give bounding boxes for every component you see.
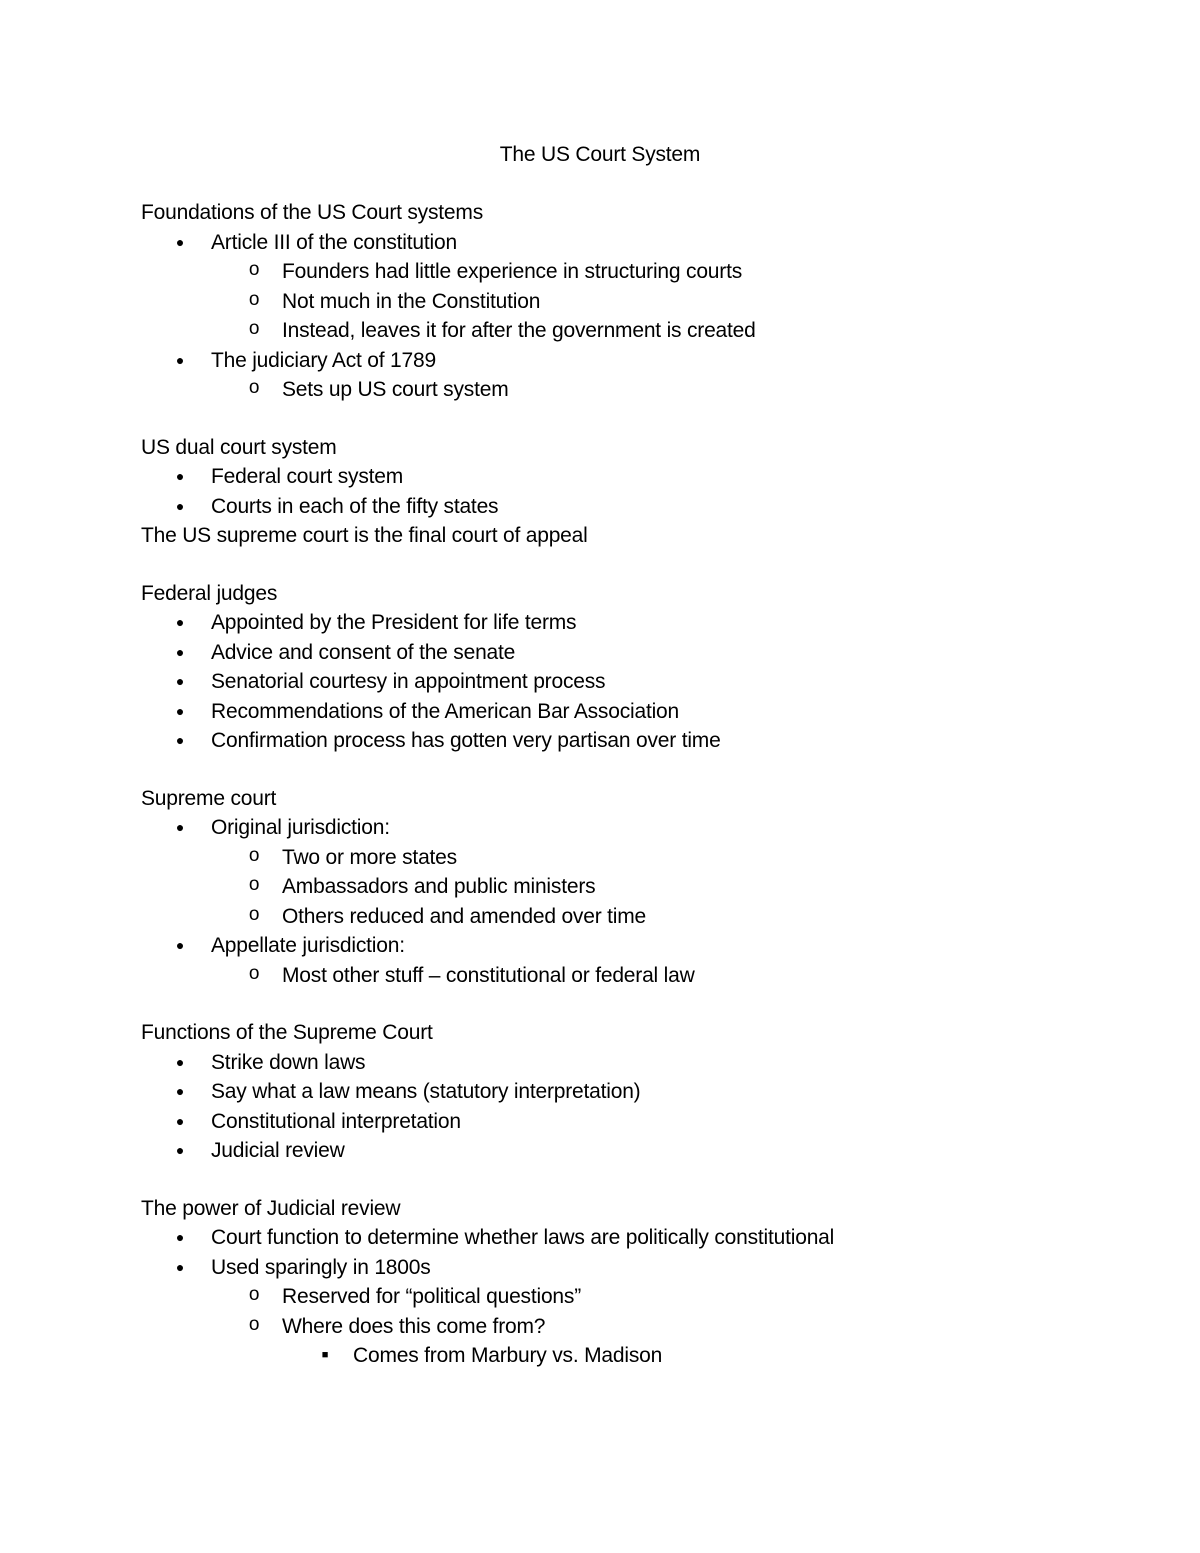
list-item-level-2 xyxy=(141,257,1081,287)
item-text: Senatorial courtesy in appointment process xyxy=(211,670,606,693)
list-item-level-2 xyxy=(141,961,1081,991)
list-item-level-1 xyxy=(141,726,1081,756)
item-text: Recommendations of the American Bar Association xyxy=(211,699,680,723)
item-text: Confirmation process has gotten very partisan over time xyxy=(211,729,721,752)
hollow-circle-bullet-icon: o xyxy=(248,318,260,339)
filled-circle-bullet-icon: ● xyxy=(175,1112,185,1129)
list-item-level-2 xyxy=(141,1312,1081,1342)
item-text: Advice and consent of the senate xyxy=(211,640,516,664)
filled-circle-bullet-icon: ● xyxy=(175,468,185,484)
item-text: Federal court system xyxy=(211,465,404,488)
list-item-level-1 xyxy=(141,608,1081,638)
list-item-level-2 xyxy=(141,287,1081,317)
section-foundations-of-the-us-court-systems xyxy=(141,198,1081,405)
item-text: Judicial review xyxy=(211,1139,345,1162)
list-item-level-2 xyxy=(141,375,1081,405)
page-title: The US Court System xyxy=(499,143,701,166)
section-us-dual-court-system xyxy=(141,433,1081,551)
list-item-level-2 xyxy=(141,316,1081,346)
section-heading xyxy=(141,198,1081,228)
list-item-level-1 xyxy=(141,1077,1081,1107)
filled-circle-bullet-icon: ● xyxy=(175,1053,185,1070)
list-item-level-1 xyxy=(141,462,1081,492)
item-text: Ambassadors and public ministers xyxy=(282,875,596,898)
section-heading xyxy=(141,1194,1081,1224)
section-functions-of-the-supreme-court xyxy=(141,1018,1081,1166)
hollow-circle-bullet-icon: o xyxy=(248,962,260,984)
hollow-circle-bullet-icon: o xyxy=(248,844,260,866)
section-supreme-court xyxy=(141,784,1081,991)
filled-circle-bullet-icon: ● xyxy=(175,233,185,250)
item-text: Not much in the Constitution xyxy=(282,289,541,313)
filled-circle-bullet-icon: ● xyxy=(175,673,185,689)
document-body xyxy=(141,198,1081,1371)
hollow-circle-bullet-icon: o xyxy=(248,874,260,895)
filled-circle-bullet-icon: ● xyxy=(175,1258,185,1275)
item-text: Most other stuff – constitutional or federal law xyxy=(282,963,695,987)
section-the-power-of-judicial-review xyxy=(141,1194,1081,1371)
list-item-level-1 xyxy=(141,492,1081,522)
document-page xyxy=(141,140,1081,1399)
item-text: Appointed by the President for life terms xyxy=(211,611,577,634)
item-text: Foundations of the US Court systems xyxy=(141,201,483,224)
item-text: Comes from Marbury vs. Madison xyxy=(353,1344,663,1367)
item-text: The power of Judicial review xyxy=(141,1196,401,1220)
item-text: The judiciary Act of 1789 xyxy=(211,348,436,372)
item-text: US dual court system xyxy=(141,435,337,459)
filled-circle-bullet-icon: ● xyxy=(175,614,185,630)
item-text: Courts in each of the fifty states xyxy=(211,494,499,518)
filled-circle-bullet-icon: ● xyxy=(175,1142,185,1158)
filled-circle-bullet-icon: ● xyxy=(175,1229,185,1245)
list-item-level-1 xyxy=(141,1107,1081,1137)
filled-circle-bullet-icon: ● xyxy=(175,937,185,953)
item-text: Court function to determine whether laws are politically constitutional xyxy=(211,1226,835,1249)
list-item-level-1 xyxy=(141,228,1081,258)
list-item-level-1 xyxy=(141,1253,1081,1283)
item-text: Instead, leaves it for after the government is created xyxy=(282,319,756,342)
filled-circle-bullet-icon: ● xyxy=(175,643,185,660)
section-heading xyxy=(141,433,1081,463)
list-item-level-2 xyxy=(141,1282,1081,1312)
hollow-circle-bullet-icon: o xyxy=(248,1313,260,1335)
section-heading xyxy=(141,521,1081,551)
list-item-level-3 xyxy=(141,1341,1081,1371)
item-text: Functions of the Supreme Court xyxy=(141,1021,433,1044)
list-item-level-1 xyxy=(141,667,1081,697)
section-federal-judges xyxy=(141,579,1081,756)
item-text: Appellate jurisdiction: xyxy=(211,934,405,957)
list-item-level-1 xyxy=(141,931,1081,961)
item-text: Supreme court xyxy=(141,786,277,810)
hollow-circle-bullet-icon: o xyxy=(248,377,260,398)
list-item-level-2 xyxy=(141,843,1081,873)
item-text: Federal judges xyxy=(141,581,278,605)
hollow-circle-bullet-icon: o xyxy=(248,1284,260,1305)
list-item-level-1 xyxy=(141,813,1081,843)
list-item-level-1 xyxy=(141,346,1081,376)
item-text: The US supreme court is the final court of appeal xyxy=(141,524,588,547)
filled-circle-bullet-icon: ● xyxy=(175,702,185,719)
item-text: Used sparingly in 1800s xyxy=(211,1255,431,1279)
item-text: Article III of the constitution xyxy=(211,230,457,254)
item-text: Original jurisdiction: xyxy=(211,816,390,839)
filled-circle-bullet-icon: ● xyxy=(175,819,185,835)
item-text: Founders had little experience in structuring courts xyxy=(282,260,743,283)
section-heading xyxy=(141,784,1081,814)
list-item-level-1 xyxy=(141,697,1081,727)
filled-circle-bullet-icon: ● xyxy=(175,497,185,514)
section-heading xyxy=(141,579,1081,609)
list-item-level-2 xyxy=(141,872,1081,902)
item-text: Constitutional interpretation xyxy=(211,1109,461,1133)
list-item-level-1 xyxy=(141,1136,1081,1166)
list-item-level-1 xyxy=(141,638,1081,668)
hollow-circle-bullet-icon: o xyxy=(248,288,260,310)
item-text: Strike down laws xyxy=(211,1050,366,1074)
list-item-level-2 xyxy=(141,902,1081,932)
list-item-level-1 xyxy=(141,1048,1081,1078)
item-text: Where does this come from? xyxy=(282,1314,546,1338)
square-bullet-icon: ■ xyxy=(321,1349,329,1361)
hollow-circle-bullet-icon: o xyxy=(248,903,260,925)
item-text: Others reduced and amended over time xyxy=(282,904,647,928)
item-text: Two or more states xyxy=(282,845,457,869)
filled-circle-bullet-icon: ● xyxy=(175,1083,185,1099)
section-heading xyxy=(141,1018,1081,1048)
item-text: Sets up US court system xyxy=(282,378,509,401)
filled-circle-bullet-icon: ● xyxy=(175,732,185,748)
item-text: Say what a law means (statutory interpretation) xyxy=(211,1080,641,1103)
hollow-circle-bullet-icon: o xyxy=(248,259,260,280)
item-text: Reserved for “political questions” xyxy=(282,1285,582,1308)
filled-circle-bullet-icon: ● xyxy=(175,351,185,368)
list-item-level-1 xyxy=(141,1223,1081,1253)
